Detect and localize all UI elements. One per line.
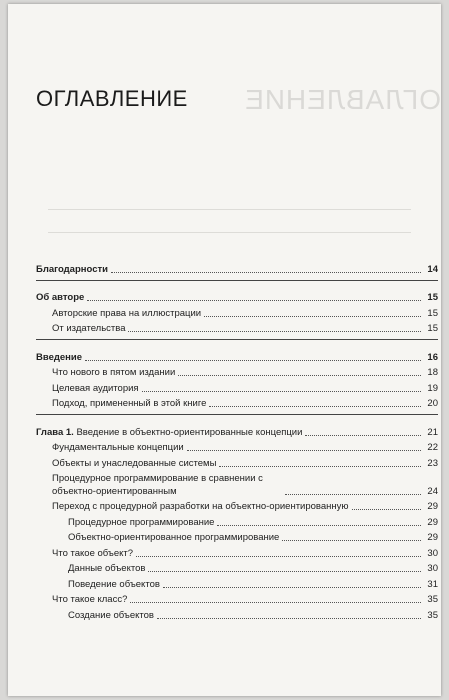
toc-entry-label: Благодарности <box>36 263 108 275</box>
dot-leader <box>128 331 421 332</box>
dot-leader <box>87 300 421 301</box>
toc-entry-transition[interactable] <box>36 498 438 514</box>
bleed-through-text: ОГЛАВЛЕНИЕ <box>244 84 441 115</box>
toc-entry-label: Что нового в пятом издании <box>52 367 176 378</box>
toc-entry-label: Процедурное программирование в сравнении с объектно-ориентированным <box>52 472 263 497</box>
toc-page-number: 15 <box>427 292 438 303</box>
toc-entry-fundamental-concepts[interactable] <box>36 439 438 455</box>
toc-page-number: 29 <box>427 501 438 512</box>
dot-leader <box>178 375 421 376</box>
toc-entry-what-is-object[interactable] <box>36 544 438 560</box>
toc-entry-label: Объекты и унаследованные системы <box>52 457 217 469</box>
toc-entry-approach[interactable] <box>36 395 438 411</box>
toc-entry-oo-programming[interactable] <box>36 529 438 545</box>
toc-page-number: 15 <box>427 323 438 334</box>
toc-page-number: 35 <box>427 609 438 621</box>
toc-page-number: 19 <box>427 382 438 394</box>
toc-entry-target-audience[interactable] <box>36 379 438 395</box>
toc-entry-procedural-vs-oo[interactable] <box>36 470 438 498</box>
toc-entry-label: Целевая аудитория <box>52 382 139 394</box>
toc-entry-whats-new[interactable] <box>36 364 438 380</box>
dot-leader <box>163 587 421 588</box>
toc-page-number: 23 <box>427 457 438 469</box>
dot-leader <box>282 540 421 541</box>
dot-leader <box>305 435 421 436</box>
dot-leader <box>219 466 421 467</box>
toc-entry-label: Что такое объект? <box>52 547 134 559</box>
toc-entry-what-is-class[interactable] <box>36 591 438 607</box>
toc-entry-label: Введение <box>36 351 83 363</box>
toc-entry-label: От издательства <box>52 323 126 334</box>
toc-entry-label: Что такое класс? <box>52 594 128 605</box>
chapter-prefix: Глава 1. <box>36 426 74 438</box>
toc-entry-object-data[interactable] <box>36 560 438 576</box>
bleed-through-rule <box>48 209 411 210</box>
toc-entry-label: Фундаментальные концепции <box>52 442 184 453</box>
toc-page-number: 21 <box>427 426 438 438</box>
toc-entry-label <box>36 426 302 439</box>
dot-leader <box>142 391 421 392</box>
dot-leader <box>148 571 421 572</box>
toc-entry-label: Об авторе <box>36 292 85 303</box>
dot-leader <box>136 556 421 557</box>
toc-entry-label: Процедурное программирование <box>68 516 215 528</box>
toc-page-number: 20 <box>427 398 438 409</box>
toc-page-number: 31 <box>427 578 438 590</box>
dot-leader <box>217 525 421 526</box>
book-page <box>8 4 441 696</box>
dot-leader <box>187 450 421 451</box>
dot-leader <box>130 602 421 603</box>
toc-page-number: 29 <box>427 516 438 528</box>
section-divider <box>36 414 438 415</box>
dot-leader <box>285 494 421 495</box>
toc-entry-chapter-1[interactable] <box>36 423 438 439</box>
toc-page-number: 14 <box>427 263 438 275</box>
page-title: ОГЛАВЛЕНИЕ <box>36 86 188 111</box>
toc-entry-object-behavior[interactable] <box>36 575 438 591</box>
toc-entry-acknowledgements[interactable] <box>36 260 438 276</box>
toc-entry-from-publisher[interactable] <box>36 320 438 336</box>
dot-leader <box>111 272 421 273</box>
table-of-contents <box>36 260 438 622</box>
toc-entry-label: Данные объектов <box>68 563 146 574</box>
toc-page-number: 16 <box>427 351 438 363</box>
toc-entry-creating-objects[interactable] <box>36 606 438 622</box>
toc-page-number: 30 <box>427 563 438 574</box>
chapter-title: Введение в объектно-ориентированные концепции <box>76 426 303 438</box>
toc-entry-illustration-rights[interactable] <box>36 304 438 320</box>
toc-entry-procedural-programming[interactable] <box>36 513 438 529</box>
toc-page-number: 18 <box>427 367 438 378</box>
toc-entry-about-author[interactable] <box>36 289 438 305</box>
dot-leader <box>157 618 421 619</box>
dot-leader <box>204 316 421 317</box>
toc-page-number: 15 <box>427 307 438 319</box>
toc-page-number: 24 <box>427 485 438 497</box>
dot-leader <box>209 406 421 407</box>
section-divider <box>36 280 438 281</box>
toc-entry-label: Подход, примененный в этой книге <box>52 398 207 409</box>
toc-entry-label: Авторские права на иллюстрации <box>52 307 202 319</box>
dot-leader <box>352 509 421 510</box>
toc-entry-introduction[interactable] <box>36 348 438 364</box>
toc-page-number: 30 <box>427 547 438 559</box>
section-divider <box>36 339 438 340</box>
toc-page-number: 22 <box>427 442 438 453</box>
dot-leader <box>85 360 421 361</box>
toc-entry-label: Переход с процедурной разработки на объектно-ориентированную <box>52 501 349 512</box>
toc-entry-legacy-systems[interactable] <box>36 454 438 470</box>
toc-page-number: 35 <box>427 594 438 605</box>
toc-page-number: 29 <box>427 532 438 543</box>
toc-entry-label: Поведение объектов <box>68 578 160 590</box>
toc-entry-label: Объектно-ориентированное программирование <box>68 532 280 543</box>
bleed-through-rule <box>48 232 411 233</box>
toc-entry-label: Создание объектов <box>68 609 154 621</box>
